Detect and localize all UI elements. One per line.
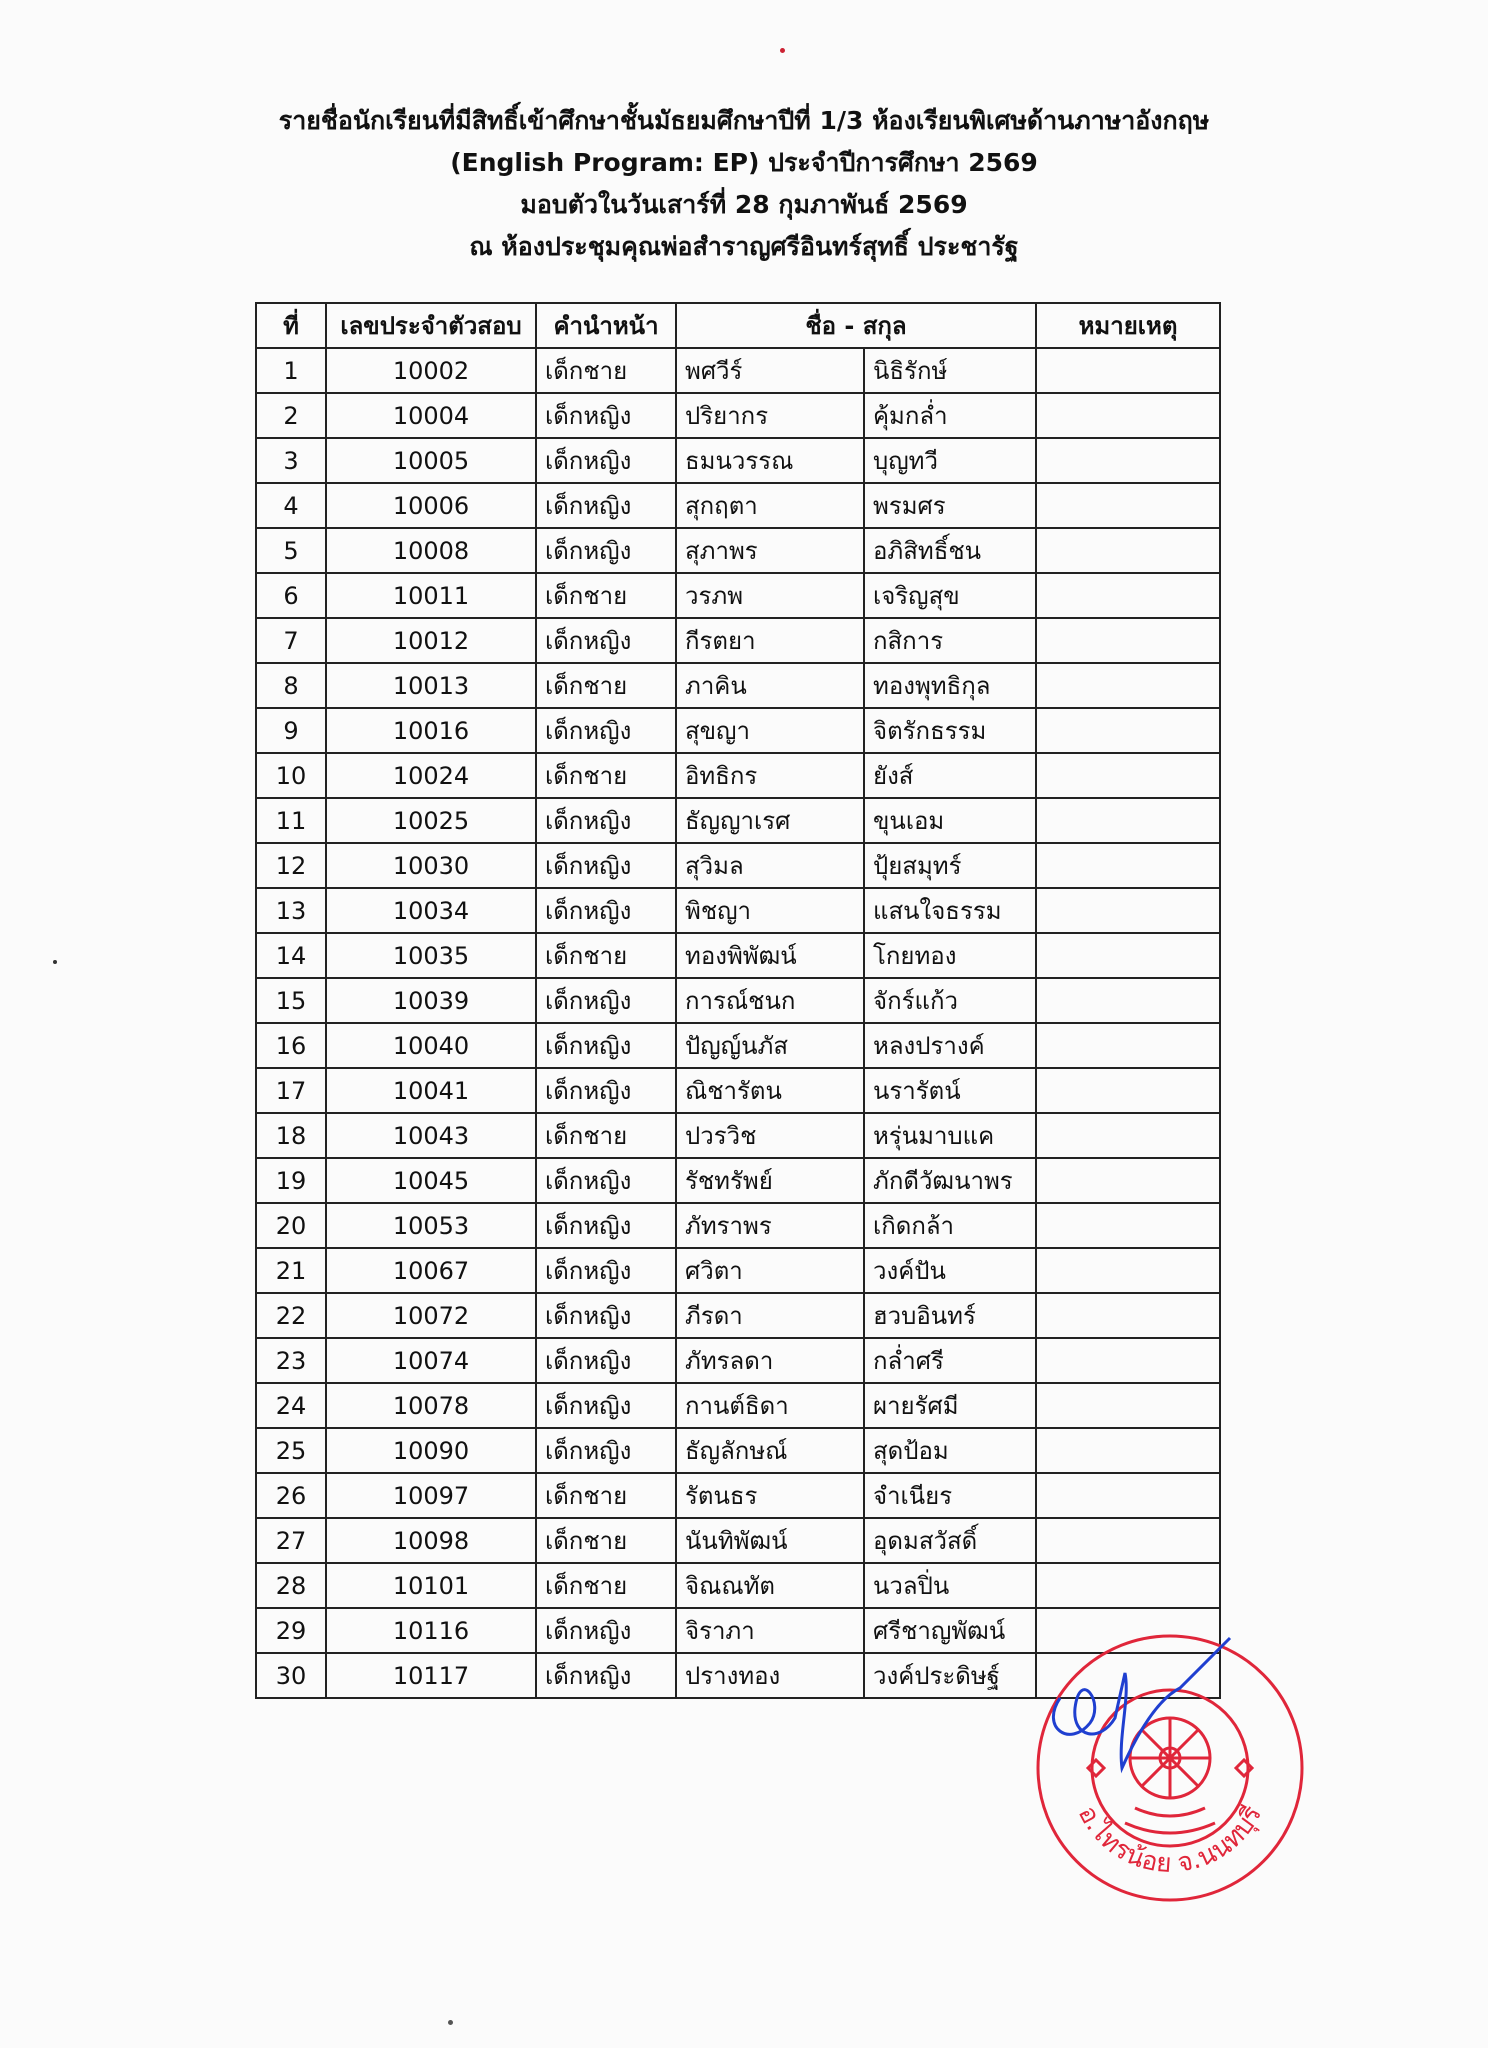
row-no: 20 (256, 1203, 326, 1248)
row-remark (1036, 888, 1220, 933)
paper-speck (780, 48, 785, 53)
row-exam-id: 10002 (326, 348, 536, 393)
row-exam-id: 10097 (326, 1473, 536, 1518)
row-last-name: พรมศร (864, 483, 1036, 528)
row-no: 22 (256, 1293, 326, 1338)
row-first-name: กีรตยา (676, 618, 864, 663)
row-remark (1036, 483, 1220, 528)
header-name: ชื่อ - สกุล (676, 303, 1036, 348)
row-prefix: เด็กหญิง (536, 1608, 676, 1653)
official-seal-stamp (1030, 1628, 1310, 1908)
row-last-name: อุดมสวัสดิ์ (864, 1518, 1036, 1563)
row-first-name: ภาคิน (676, 663, 864, 708)
row-exam-id: 10012 (326, 618, 536, 663)
row-no: 8 (256, 663, 326, 708)
table-row (256, 1113, 1220, 1158)
table-row (256, 1563, 1220, 1608)
row-exam-id: 10039 (326, 978, 536, 1023)
row-first-name: พศวีร์ (676, 348, 864, 393)
row-last-name: ศรีชาญพัฒน์ (864, 1608, 1036, 1653)
row-no: 14 (256, 933, 326, 978)
row-no: 21 (256, 1248, 326, 1293)
row-no: 29 (256, 1608, 326, 1653)
row-exam-id: 10045 (326, 1158, 536, 1203)
row-first-name: ภัทราพร (676, 1203, 864, 1248)
row-last-name: ทองพุทธิกุล (864, 663, 1036, 708)
row-prefix: เด็กหญิง (536, 393, 676, 438)
heading-line-1: รายชื่อนักเรียนที่มีสิทธิ์เข้าศึกษาชั้นมัธยมศึกษาปีที่ 1/3 ห้องเรียนพิเศษด้านภาษาอังกฤษ (278, 106, 1210, 135)
row-exam-id: 10013 (326, 663, 536, 708)
row-exam-id: 10025 (326, 798, 536, 843)
row-first-name: วรภพ (676, 573, 864, 618)
row-prefix: เด็กหญิง (536, 618, 676, 663)
signature-scribble (1053, 1638, 1230, 1768)
row-prefix: เด็กหญิง (536, 708, 676, 753)
table-row (256, 933, 1220, 978)
row-remark (1036, 393, 1220, 438)
row-no: 9 (256, 708, 326, 753)
row-prefix: เด็กหญิง (536, 1428, 676, 1473)
row-prefix: เด็กชาย (536, 348, 676, 393)
row-no: 6 (256, 573, 326, 618)
row-first-name: ปัญญ์นภัส (676, 1023, 864, 1068)
row-exam-id: 10008 (326, 528, 536, 573)
seal-left-ornament (1088, 1760, 1104, 1776)
table-row (256, 573, 1220, 618)
row-first-name: สุภาพร (676, 528, 864, 573)
paper-speck (53, 960, 57, 964)
row-prefix: เด็กชาย (536, 753, 676, 798)
row-remark (1036, 1473, 1220, 1518)
row-prefix: เด็กหญิง (536, 438, 676, 483)
row-exam-id: 10030 (326, 843, 536, 888)
row-no: 27 (256, 1518, 326, 1563)
row-last-name: สุดป้อม (864, 1428, 1036, 1473)
row-no: 26 (256, 1473, 326, 1518)
row-remark (1036, 753, 1220, 798)
row-prefix: เด็กชาย (536, 1518, 676, 1563)
row-exam-id: 10117 (326, 1653, 536, 1698)
row-remark (1036, 528, 1220, 573)
row-remark (1036, 843, 1220, 888)
row-exam-id: 10041 (326, 1068, 536, 1113)
row-remark (1036, 1023, 1220, 1068)
seal-right-ornament (1236, 1760, 1252, 1776)
row-remark (1036, 663, 1220, 708)
row-last-name: เกิดกล้า (864, 1203, 1036, 1248)
paper-speck (448, 2020, 453, 2025)
row-exam-id: 10078 (326, 1383, 536, 1428)
table-row (256, 1338, 1220, 1383)
row-prefix: เด็กหญิง (536, 1068, 676, 1113)
row-prefix: เด็กหญิง (536, 1293, 676, 1338)
table-header-row (256, 303, 1220, 348)
row-last-name: หลงปรางค์ (864, 1023, 1036, 1068)
table-row (256, 1068, 1220, 1113)
row-remark (1036, 1203, 1220, 1248)
row-no: 16 (256, 1023, 326, 1068)
row-exam-id: 10090 (326, 1428, 536, 1473)
row-prefix: เด็กชาย (536, 663, 676, 708)
row-prefix: เด็กหญิง (536, 798, 676, 843)
heading-line-2: (English Program: EP) ประจำปีการศึกษา 2569 (450, 148, 1038, 177)
table-row (256, 618, 1220, 663)
table-row (256, 1473, 1220, 1518)
header-remark: หมายเหตุ (1036, 303, 1220, 348)
row-last-name: คุ้มกล่ำ (864, 393, 1036, 438)
row-prefix: เด็กหญิง (536, 1338, 676, 1383)
row-no: 30 (256, 1653, 326, 1698)
row-no: 15 (256, 978, 326, 1023)
row-first-name: สุขญา (676, 708, 864, 753)
row-no: 17 (256, 1068, 326, 1113)
row-prefix: เด็กหญิง (536, 843, 676, 888)
row-last-name: ผายรัศมี (864, 1383, 1036, 1428)
row-prefix: เด็กชาย (536, 1563, 676, 1608)
row-prefix: เด็กหญิง (536, 888, 676, 933)
row-first-name: ปวรวิช (676, 1113, 864, 1158)
row-no: 2 (256, 393, 326, 438)
row-remark (1036, 1248, 1220, 1293)
row-first-name: ปรางทอง (676, 1653, 864, 1698)
table-row (256, 1293, 1220, 1338)
row-first-name: ทองพิพัฒน์ (676, 933, 864, 978)
row-last-name: ปุ้ยสมุทร์ (864, 843, 1036, 888)
row-first-name: การณ์ชนก (676, 978, 864, 1023)
row-last-name: จิตรักธรรม (864, 708, 1036, 753)
row-remark (1036, 1293, 1220, 1338)
row-first-name: ศวิตา (676, 1248, 864, 1293)
row-exam-id: 10011 (326, 573, 536, 618)
row-first-name: ธัญลักษณ์ (676, 1428, 864, 1473)
row-exam-id: 10098 (326, 1518, 536, 1563)
table-row (256, 1158, 1220, 1203)
row-exam-id: 10034 (326, 888, 536, 933)
table-row (256, 978, 1220, 1023)
row-exam-id: 10016 (326, 708, 536, 753)
row-no: 11 (256, 798, 326, 843)
document-heading (0, 100, 1488, 268)
row-prefix: เด็กชาย (536, 573, 676, 618)
table-row (256, 1518, 1220, 1563)
row-no: 24 (256, 1383, 326, 1428)
row-no: 1 (256, 348, 326, 393)
row-last-name: วงค์ประดิษฐ์ (864, 1653, 1036, 1698)
table-row (256, 888, 1220, 933)
header-exam-id: เลขประจำตัวสอบ (326, 303, 536, 348)
row-last-name: หรุ่นมาบแค (864, 1113, 1036, 1158)
row-last-name: นวลปิ่น (864, 1563, 1036, 1608)
row-remark (1036, 933, 1220, 978)
row-last-name: บุญทวี (864, 438, 1036, 483)
row-first-name: ธมนวรรณ (676, 438, 864, 483)
table-body (256, 348, 1220, 1698)
row-no: 12 (256, 843, 326, 888)
row-exam-id: 10043 (326, 1113, 536, 1158)
row-first-name: จิณณทัต (676, 1563, 864, 1608)
row-last-name: แสนใจธรรม (864, 888, 1036, 933)
seal-base-ornament (1125, 1808, 1215, 1833)
row-first-name: อิทธิกร (676, 753, 864, 798)
row-remark (1036, 573, 1220, 618)
table-row (256, 393, 1220, 438)
row-prefix: เด็กชาย (536, 1113, 676, 1158)
row-first-name: ปริยากร (676, 393, 864, 438)
row-first-name: ณิชารัตน (676, 1068, 864, 1113)
table-row (256, 663, 1220, 708)
row-prefix: เด็กชาย (536, 933, 676, 978)
row-remark (1036, 438, 1220, 483)
row-exam-id: 10116 (326, 1608, 536, 1653)
row-exam-id: 10004 (326, 393, 536, 438)
row-first-name: ธัญญาเรศ (676, 798, 864, 843)
row-remark (1036, 798, 1220, 843)
row-last-name: โกยทอง (864, 933, 1036, 978)
row-first-name: ภีรดา (676, 1293, 864, 1338)
row-remark (1036, 1113, 1220, 1158)
row-remark (1036, 348, 1220, 393)
table-row (256, 1248, 1220, 1293)
row-last-name: ภักดีวัฒนาพร (864, 1158, 1036, 1203)
row-no: 3 (256, 438, 326, 483)
row-first-name: รัตนธร (676, 1473, 864, 1518)
row-no: 5 (256, 528, 326, 573)
row-no: 23 (256, 1338, 326, 1383)
table-row (256, 1023, 1220, 1068)
row-prefix: เด็กหญิง (536, 978, 676, 1023)
row-prefix: เด็กหญิง (536, 483, 676, 528)
row-prefix: เด็กหญิง (536, 1158, 676, 1203)
heading-line-3: มอบตัวในวันเสาร์ที่ 28 กุมภาพันธ์ 2569 (520, 190, 968, 219)
heading-line-4: ณ ห้องประชุมคุณพ่อสำราญศรีอินทร์สุทธิ์ ประชารัฐ (469, 232, 1019, 261)
row-exam-id: 10005 (326, 438, 536, 483)
row-prefix: เด็กชาย (536, 1473, 676, 1518)
row-prefix: เด็กหญิง (536, 1383, 676, 1428)
row-last-name: กล่ำศรี (864, 1338, 1036, 1383)
row-first-name: นันทิพัฒน์ (676, 1518, 864, 1563)
table-row (256, 483, 1220, 528)
row-last-name: เจริญสุข (864, 573, 1036, 618)
row-remark (1036, 978, 1220, 1023)
header-no: ที่ (256, 303, 326, 348)
table-row (256, 1428, 1220, 1473)
table-row (256, 798, 1220, 843)
row-no: 13 (256, 888, 326, 933)
row-exam-id: 10067 (326, 1248, 536, 1293)
row-exam-id: 10053 (326, 1203, 536, 1248)
row-last-name: นิธิรักษ์ (864, 348, 1036, 393)
row-remark (1036, 1383, 1220, 1428)
row-remark (1036, 708, 1220, 753)
row-no: 7 (256, 618, 326, 663)
table-row (256, 1203, 1220, 1248)
table-row (256, 348, 1220, 393)
row-first-name: ภัทรลดา (676, 1338, 864, 1383)
row-last-name: กสิการ (864, 618, 1036, 663)
student-roster-table (255, 302, 1221, 1699)
row-remark (1036, 1563, 1220, 1608)
row-prefix: เด็กหญิง (536, 1248, 676, 1293)
row-exam-id: 10006 (326, 483, 536, 528)
row-first-name: กานต์ธิดา (676, 1383, 864, 1428)
table-row (256, 708, 1220, 753)
row-first-name: พิชญา (676, 888, 864, 933)
row-last-name: ขุนเอม (864, 798, 1036, 843)
row-remark (1036, 1518, 1220, 1563)
table-row (256, 528, 1220, 573)
row-no: 28 (256, 1563, 326, 1608)
row-no: 10 (256, 753, 326, 798)
row-exam-id: 10072 (326, 1293, 536, 1338)
row-prefix: เด็กหญิง (536, 1023, 676, 1068)
row-last-name: จักร์แก้ว (864, 978, 1036, 1023)
row-exam-id: 10035 (326, 933, 536, 978)
row-remark (1036, 1068, 1220, 1113)
row-last-name: ฮวบอินทร์ (864, 1293, 1036, 1338)
row-no: 19 (256, 1158, 326, 1203)
row-last-name: อภิสิทธิ์ชน (864, 528, 1036, 573)
row-prefix: เด็กหญิง (536, 1653, 676, 1698)
row-prefix: เด็กหญิง (536, 528, 676, 573)
row-no: 25 (256, 1428, 326, 1473)
row-remark (1036, 618, 1220, 663)
row-remark (1036, 1428, 1220, 1473)
row-first-name: รัชทรัพย์ (676, 1158, 864, 1203)
row-no: 4 (256, 483, 326, 528)
row-exam-id: 10101 (326, 1563, 536, 1608)
row-last-name: วงค์ปัน (864, 1248, 1036, 1293)
row-first-name: สุวิมล (676, 843, 864, 888)
row-remark (1036, 1158, 1220, 1203)
row-exam-id: 10074 (326, 1338, 536, 1383)
row-no: 18 (256, 1113, 326, 1158)
table-row (256, 753, 1220, 798)
table-row (256, 843, 1220, 888)
row-first-name: จิราภา (676, 1608, 864, 1653)
row-exam-id: 10024 (326, 753, 536, 798)
row-prefix: เด็กหญิง (536, 1203, 676, 1248)
row-remark (1036, 1338, 1220, 1383)
row-last-name: ยังส์ (864, 753, 1036, 798)
row-last-name: นรารัตน์ (864, 1068, 1036, 1113)
table-row (256, 438, 1220, 483)
table-row (256, 1383, 1220, 1428)
row-last-name: จำเนียร (864, 1473, 1036, 1518)
row-exam-id: 10040 (326, 1023, 536, 1068)
seal-text: อ.ไทรน้อย จ.นนทบุรี (1071, 1801, 1269, 1880)
row-first-name: สุกฤตา (676, 483, 864, 528)
header-prefix: คำนำหน้า (536, 303, 676, 348)
